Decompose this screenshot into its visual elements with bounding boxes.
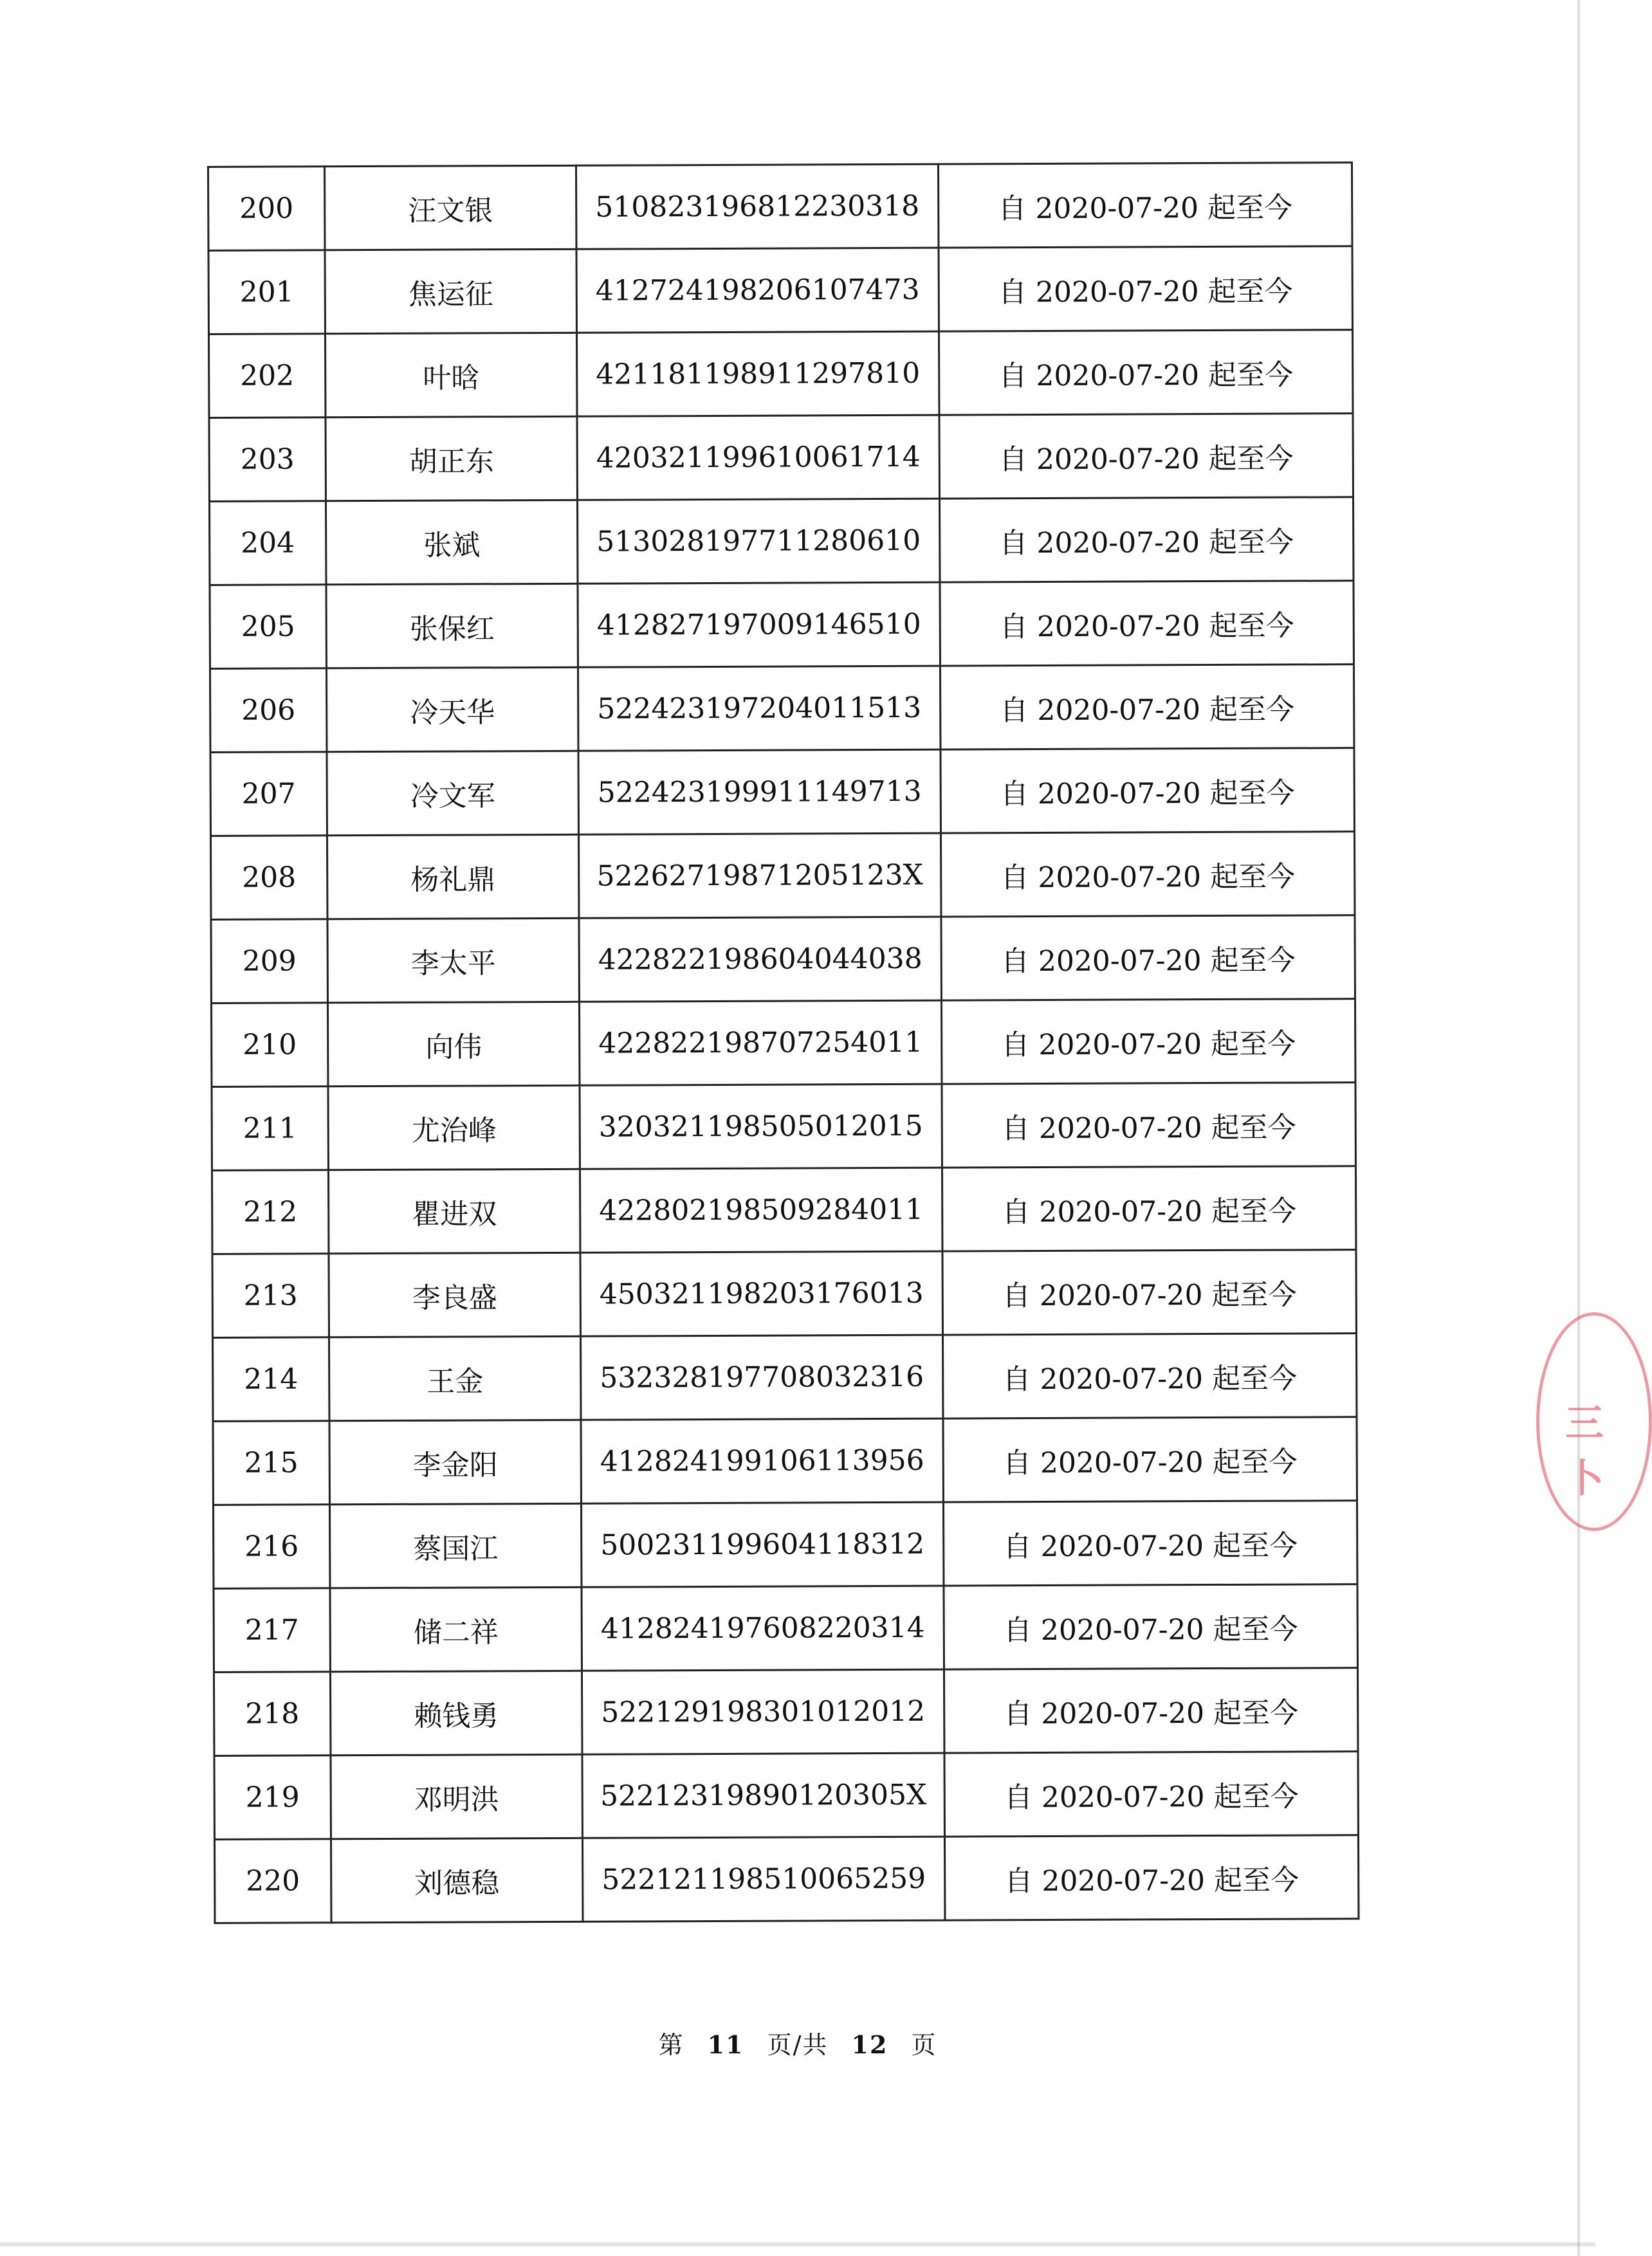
row-index-cell: 212 bbox=[212, 1170, 328, 1254]
table-row bbox=[213, 1417, 1357, 1505]
row-index-cell: 219 bbox=[214, 1756, 331, 1840]
row-name-cell: 储二祥 bbox=[330, 1587, 582, 1672]
row-index-cell: 206 bbox=[210, 668, 327, 753]
row-id-number-cell: 412824197608220314 bbox=[582, 1586, 944, 1671]
row-id-number-cell: 500231199604118312 bbox=[581, 1502, 943, 1587]
row-period-cell: 自 2020-07-20 起至今 bbox=[939, 330, 1352, 415]
row-name-cell: 蔡国江 bbox=[329, 1503, 581, 1588]
row-name-cell: 李良盛 bbox=[329, 1252, 580, 1337]
row-id-number-cell: 412824199106113956 bbox=[581, 1418, 943, 1503]
row-name-cell: 尤治峰 bbox=[328, 1085, 580, 1170]
row-index-cell: 216 bbox=[213, 1505, 329, 1589]
table-row bbox=[213, 1501, 1357, 1589]
row-index-cell: 200 bbox=[208, 167, 325, 251]
row-index-cell: 213 bbox=[212, 1254, 329, 1338]
row-period-cell: 自 2020-07-20 起至今 bbox=[940, 665, 1354, 749]
table-row bbox=[210, 832, 1354, 920]
row-name-cell: 李太平 bbox=[327, 918, 579, 1003]
row-period-cell: 自 2020-07-20 起至今 bbox=[943, 1417, 1357, 1502]
row-name-cell: 邓明洪 bbox=[331, 1754, 582, 1839]
row-name-cell: 李金阳 bbox=[329, 1420, 581, 1505]
table-row bbox=[214, 1668, 1357, 1756]
footer-current-page: 11 bbox=[707, 2030, 744, 2059]
row-index-cell: 202 bbox=[209, 334, 326, 418]
row-index-cell: 220 bbox=[214, 1839, 331, 1923]
row-period-cell: 自 2020-07-20 起至今 bbox=[938, 163, 1352, 248]
row-id-number-cell: 513028197711280610 bbox=[577, 499, 939, 583]
table-row bbox=[208, 163, 1352, 251]
row-period-cell: 自 2020-07-20 起至今 bbox=[941, 748, 1354, 833]
row-index-cell: 207 bbox=[210, 752, 327, 836]
scan-edge-line bbox=[1577, 0, 1580, 2256]
table-row bbox=[210, 748, 1354, 836]
row-id-number-cell: 522423199911149713 bbox=[578, 749, 941, 834]
row-id-number-cell: 52262719871205123X bbox=[578, 833, 941, 918]
row-period-cell: 自 2020-07-20 起至今 bbox=[941, 832, 1354, 917]
table-row bbox=[214, 1752, 1358, 1840]
row-index-cell: 214 bbox=[212, 1337, 329, 1422]
row-period-cell: 自 2020-07-20 起至今 bbox=[939, 497, 1353, 582]
table-row bbox=[208, 246, 1352, 335]
row-id-number-cell: 510823196812230318 bbox=[576, 164, 939, 249]
table-row bbox=[210, 581, 1354, 669]
row-id-number-cell: 421181198911297810 bbox=[576, 331, 939, 416]
row-period-cell: 自 2020-07-20 起至今 bbox=[941, 915, 1355, 1000]
row-name-cell: 杨礼鼎 bbox=[327, 834, 578, 919]
table-row bbox=[210, 497, 1354, 585]
table-row bbox=[212, 1334, 1356, 1422]
row-index-cell: 217 bbox=[214, 1588, 330, 1673]
row-period-cell: 自 2020-07-20 起至今 bbox=[942, 1250, 1356, 1335]
row-index-cell: 210 bbox=[211, 1003, 327, 1087]
row-index-cell: 205 bbox=[210, 585, 326, 669]
table-row bbox=[214, 1584, 1357, 1673]
row-period-cell: 自 2020-07-20 起至今 bbox=[942, 1166, 1355, 1251]
row-name-cell: 叶晗 bbox=[326, 333, 577, 417]
row-period-cell: 自 2020-07-20 起至今 bbox=[944, 1668, 1357, 1753]
row-id-number-cell: 320321198505012015 bbox=[580, 1084, 942, 1169]
table-row bbox=[210, 665, 1354, 753]
row-name-cell: 汪文银 bbox=[325, 165, 576, 250]
row-index-cell: 203 bbox=[209, 417, 326, 502]
row-index-cell: 209 bbox=[211, 919, 327, 1004]
table-row bbox=[212, 1083, 1355, 1171]
row-index-cell: 208 bbox=[210, 836, 327, 920]
row-name-cell: 赖钱勇 bbox=[330, 1671, 582, 1756]
row-index-cell: 215 bbox=[213, 1421, 329, 1505]
official-seal-stamp bbox=[1536, 1312, 1652, 1531]
row-period-cell: 自 2020-07-20 起至今 bbox=[944, 1752, 1358, 1837]
row-id-number-cell: 52212319890120305X bbox=[582, 1753, 944, 1838]
page-number-footer bbox=[0, 2025, 1595, 2060]
row-id-number-cell: 522121198510065259 bbox=[582, 1837, 944, 1921]
row-name-cell: 冷文军 bbox=[327, 751, 578, 836]
table-row bbox=[209, 414, 1353, 502]
row-period-cell: 自 2020-07-20 起至今 bbox=[941, 999, 1355, 1084]
row-id-number-cell: 532328197708032316 bbox=[580, 1335, 942, 1420]
table-row bbox=[211, 999, 1355, 1087]
row-id-number-cell: 422802198509284011 bbox=[580, 1168, 942, 1252]
row-name-cell: 向伟 bbox=[327, 1002, 579, 1087]
row-id-number-cell: 522423197204011513 bbox=[578, 666, 940, 751]
footer-prefix: 第 bbox=[658, 2031, 684, 2059]
row-period-cell: 自 2020-07-20 起至今 bbox=[939, 414, 1353, 499]
table-row bbox=[212, 1166, 1355, 1254]
row-name-cell: 张保红 bbox=[326, 583, 578, 668]
table-row bbox=[212, 1250, 1356, 1338]
row-period-cell: 自 2020-07-20 起至今 bbox=[942, 1083, 1355, 1168]
row-name-cell: 冷天华 bbox=[326, 667, 578, 752]
row-id-number-cell: 420321199610061714 bbox=[577, 415, 939, 500]
footer-total-pages: 12 bbox=[851, 2030, 888, 2059]
row-id-number-cell: 412724198206107473 bbox=[576, 248, 939, 333]
table-row bbox=[211, 915, 1355, 1004]
row-period-cell: 自 2020-07-20 起至今 bbox=[940, 581, 1354, 666]
roster-table-body bbox=[208, 163, 1359, 1923]
row-name-cell: 刘德稳 bbox=[331, 1838, 582, 1923]
row-id-number-cell: 522129198301012012 bbox=[582, 1669, 944, 1754]
row-name-cell: 胡正东 bbox=[326, 416, 577, 501]
row-name-cell: 瞿进双 bbox=[328, 1169, 580, 1254]
footer-suffix: 页 bbox=[911, 2031, 937, 2059]
roster-table bbox=[207, 161, 1359, 1924]
row-index-cell: 201 bbox=[208, 250, 325, 335]
row-name-cell: 焦运征 bbox=[325, 249, 576, 334]
footer-middle: 页/共 bbox=[767, 2031, 829, 2059]
stamp-text: 三 卜 bbox=[1565, 1401, 1604, 1501]
roster-table-container bbox=[207, 161, 1359, 1963]
row-period-cell: 自 2020-07-20 起至今 bbox=[944, 1835, 1358, 1920]
row-period-cell: 自 2020-07-20 起至今 bbox=[939, 246, 1352, 331]
row-index-cell: 211 bbox=[212, 1087, 328, 1171]
table-row bbox=[214, 1835, 1358, 1923]
row-period-cell: 自 2020-07-20 起至今 bbox=[944, 1584, 1357, 1669]
scan-bottom-line bbox=[0, 2242, 1595, 2246]
row-index-cell: 218 bbox=[214, 1672, 330, 1756]
row-id-number-cell: 422822198707254011 bbox=[579, 1000, 941, 1085]
row-period-cell: 自 2020-07-20 起至今 bbox=[942, 1334, 1356, 1418]
row-id-number-cell: 450321198203176013 bbox=[580, 1251, 942, 1336]
row-name-cell: 张斌 bbox=[326, 500, 578, 585]
row-id-number-cell: 412827197009146510 bbox=[578, 582, 940, 667]
row-index-cell: 204 bbox=[210, 501, 326, 585]
row-name-cell: 王金 bbox=[329, 1336, 580, 1421]
table-row bbox=[209, 330, 1353, 418]
row-id-number-cell: 422822198604044038 bbox=[579, 917, 941, 1002]
row-period-cell: 自 2020-07-20 起至今 bbox=[943, 1501, 1357, 1586]
